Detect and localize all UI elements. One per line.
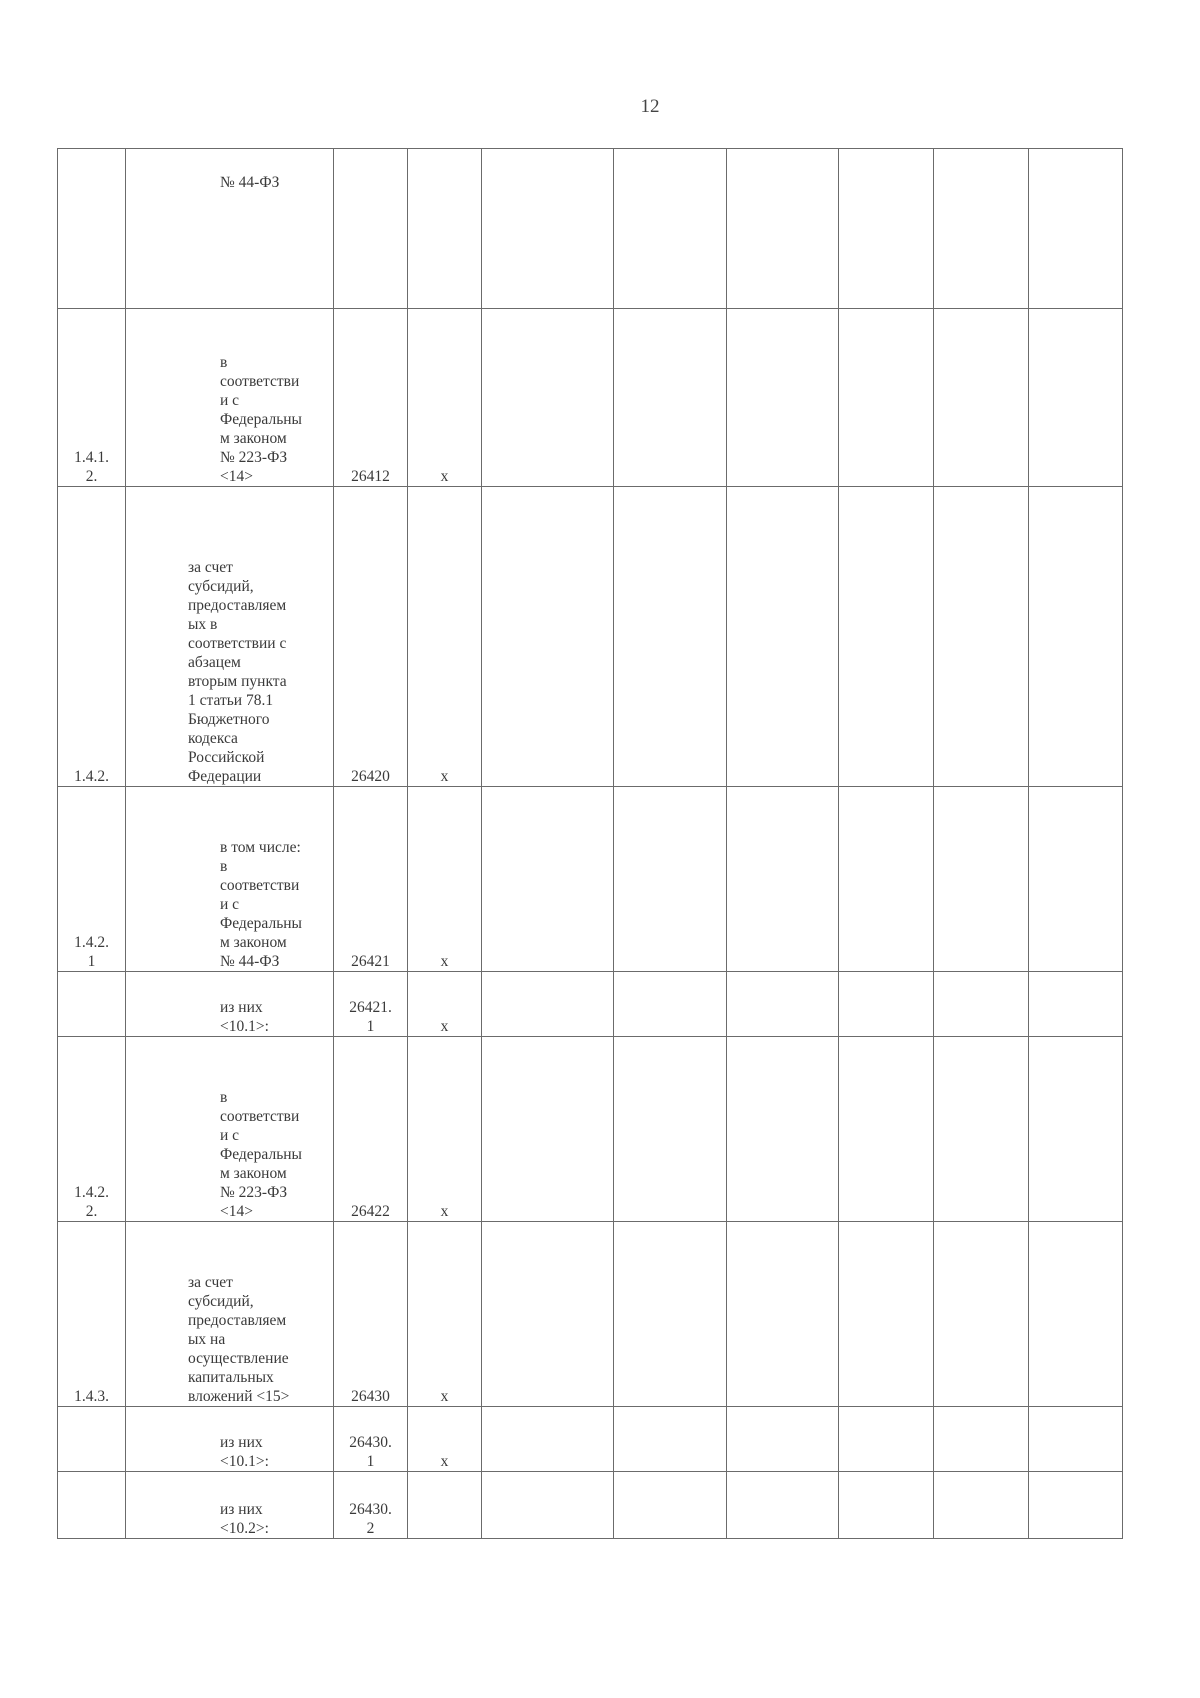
cell-x: x [408,972,482,1037]
line-code: 26421. 1 [334,972,408,1037]
empty-cell [727,1472,839,1539]
row-name: № 44-ФЗ [126,149,334,309]
empty-cell [1029,1407,1123,1472]
empty-cell [482,1407,614,1472]
empty-cell [1029,1037,1123,1222]
line-code: 26422 [334,1037,408,1222]
empty-cell [727,1407,839,1472]
empty-cell [482,1037,614,1222]
empty-cell [839,309,934,487]
report-table [57,148,1123,1539]
empty-cell [1029,487,1123,787]
cell-x: x [408,1407,482,1472]
empty-cell [614,787,727,972]
empty-cell [934,1407,1029,1472]
row-code: 1.4.2. [58,487,126,787]
empty-cell [727,1222,839,1407]
empty-cell [839,149,934,309]
empty-cell [839,1472,934,1539]
empty-cell [614,972,727,1037]
empty-cell [934,1472,1029,1539]
row-code: 1.4.2. 2. [58,1037,126,1222]
empty-cell [727,149,839,309]
line-code: 26412 [334,309,408,487]
table-row [58,1407,1123,1472]
empty-cell [1029,1222,1123,1407]
empty-cell [1029,149,1123,309]
table-row [58,149,1123,309]
row-code: 1.4.2. 1 [58,787,126,972]
empty-cell [614,1037,727,1222]
empty-cell [934,787,1029,972]
cell-x [408,1472,482,1539]
empty-cell [482,1472,614,1539]
line-code: 26430. 2 [334,1472,408,1539]
table-row [58,1222,1123,1407]
empty-cell [727,972,839,1037]
row-name: из них <10.2>: [126,1472,334,1539]
empty-cell [482,309,614,487]
cell-x: x [408,1037,482,1222]
cell-x: x [408,309,482,487]
row-code [58,1472,126,1539]
line-code: 26430 [334,1222,408,1407]
empty-cell [934,1222,1029,1407]
line-code: 26420 [334,487,408,787]
row-name: за счет субсидий, предоставляем ых на осуществление капитальных вложений <15> [126,1222,334,1407]
empty-cell [614,309,727,487]
empty-cell [839,972,934,1037]
empty-cell [727,487,839,787]
empty-cell [482,149,614,309]
cell-x: x [408,1222,482,1407]
empty-cell [934,149,1029,309]
cell-x [408,149,482,309]
row-name: в том числе: в соответстви и с Федеральны м законом № 44-ФЗ [126,787,334,972]
table-row [58,972,1123,1037]
empty-cell [839,1037,934,1222]
empty-cell [727,309,839,487]
empty-cell [1029,1472,1123,1539]
empty-cell [614,1472,727,1539]
table-row [58,487,1123,787]
empty-cell [934,309,1029,487]
empty-cell [482,487,614,787]
table-row [58,309,1123,487]
row-code [58,149,126,309]
empty-cell [839,787,934,972]
empty-cell [614,149,727,309]
empty-cell [482,1222,614,1407]
row-name: из них <10.1>: [126,972,334,1037]
empty-cell [727,1037,839,1222]
empty-cell [1029,787,1123,972]
empty-cell [482,972,614,1037]
row-name: из них <10.1>: [126,1407,334,1472]
empty-cell [614,487,727,787]
row-code [58,1407,126,1472]
empty-cell [1029,972,1123,1037]
row-name: за счет субсидий, предоставляем ых в соответствии с абзацем вторым пункта 1 статьи 78.1 Бюджетного кодекса Российской Федерации [126,487,334,787]
empty-cell [839,487,934,787]
cell-x: x [408,787,482,972]
row-code [58,972,126,1037]
page-number: 12 [640,96,660,117]
empty-cell [614,1407,727,1472]
empty-cell [1029,309,1123,487]
table-row [58,787,1123,972]
table-row [58,1037,1123,1222]
row-code: 1.4.3. [58,1222,126,1407]
table-row [58,1472,1123,1539]
empty-cell [839,1407,934,1472]
empty-cell [839,1222,934,1407]
empty-cell [614,1222,727,1407]
empty-cell [934,1037,1029,1222]
row-code: 1.4.1. 2. [58,309,126,487]
row-name: в соответстви и с Федеральны м законом № 223-ФЗ <14> [126,1037,334,1222]
empty-cell [934,972,1029,1037]
line-code: 26430. 1 [334,1407,408,1472]
empty-cell [482,787,614,972]
row-name: в соответстви и с Федеральны м законом № 223-ФЗ <14> [126,309,334,487]
line-code: 26421 [334,787,408,972]
empty-cell [934,487,1029,787]
line-code [334,149,408,309]
cell-x: x [408,487,482,787]
empty-cell [727,787,839,972]
